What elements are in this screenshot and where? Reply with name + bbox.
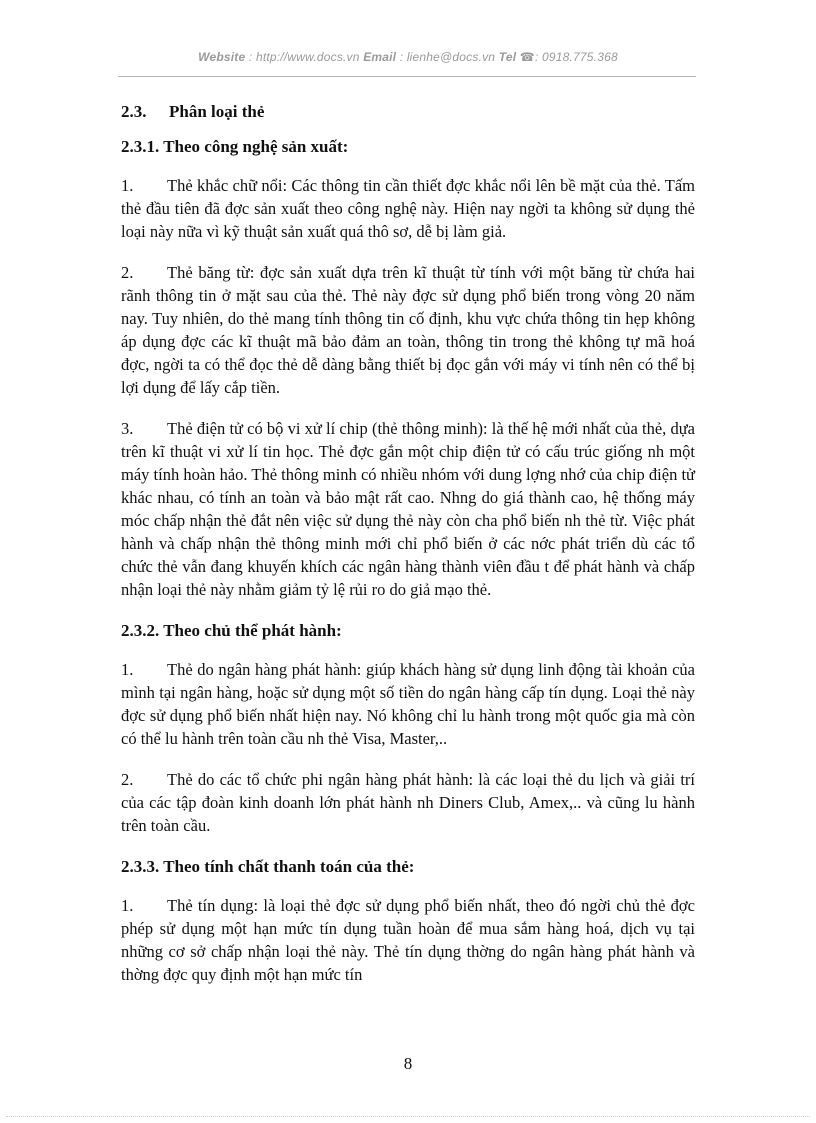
phone-icon: ☎: [519, 50, 535, 64]
list-item: [121, 658, 695, 750]
item-number: 1.: [121, 660, 134, 679]
item-text: Thẻ khắc chữ nổi: Các thông tin cần thiết đợc khắc nổi lên bề mặt của thẻ. Tấm thẻ đầu tiên đã đợc sản xuất theo công nghệ này. Hiện nay ngời ta không sử dụng thẻ loại này nữa vì kỹ thuật sản xuất quá thô sơ, dễ bị làm giả.: [121, 176, 695, 241]
item-text: Thẻ do ngân hàng phát hành: giúp khách hàng sử dụng linh động tài khoản của mình tại ngân hàng, hoặc sử dụng một số tiền do ngân hàng cấp tín dụng. Loại thẻ này đợc sử dụng phổ biến nhất hiện nay. Nó không chỉ lu hành trong một quốc gia mà còn có thể lu hành trên toàn cầu nh thẻ Visa, Master,..: [121, 660, 695, 748]
section-heading: [121, 100, 695, 123]
item-number: 1.: [121, 176, 134, 195]
subsection-heading-2: 2.3.2. Theo chủ thể phát hành:: [121, 621, 342, 640]
website-label: Website: [198, 50, 246, 64]
subsection-heading-1: 2.3.1. Theo công nghệ sản xuất:: [121, 137, 349, 156]
email-value[interactable]: : lienhe@docs.vn: [399, 50, 496, 64]
subsection-heading-3: 2.3.3. Theo tính chất thanh toán của thẻ:: [121, 857, 415, 876]
footer-divider: [6, 1116, 810, 1117]
item-text: Thẻ tín dụng: là loại thẻ đợc sử dụng phổ biến nhất, theo đó ngời chủ thẻ đợc phép sử dụng một hạn mức tín dụng tuần hoàn để mua sắm hàng hoá, dịch vụ tại những cơ sở chấp nhận loại thẻ này. Thẻ tín dụng thờng do ngân hàng phát hành và thờng đợc quy định một hạn mức tín: [121, 896, 695, 984]
tel-label: Tel: [498, 50, 517, 64]
item-number: 2.: [121, 770, 134, 789]
item-text: Thẻ điện tử có bộ vi xử lí chip (thẻ thông minh): là thế hệ mới nhất của thẻ, dựa trên kĩ thuật vi xử lí tin học. Thẻ đợc gắn một chip điện tử có cấu trúc giống nh một máy tính hoàn hảo. Thẻ thông minh có nhiều nhóm với dung lợng nhớ của chip điện tử khác nhau, có tính an toàn và bảo mật rất cao. Nhng do giá thành cao, hệ thống máy móc chấp nhận thẻ đắt nên việc sử dụng thẻ này còn cha phổ biến nh thẻ từ. Việc phát hành và chấp nhận thẻ thông minh mới chỉ phổ biến ở các nớc phát triển dù các tổ chức thẻ vẫn đang khuyến khích các ngân hàng thành viên đầu t để phát hành và chấp nhận loại thẻ này nhằm giảm tỷ lệ rủi ro do giả mạo thẻ.: [121, 419, 695, 599]
list-item: [121, 417, 695, 601]
header-divider: [118, 76, 696, 77]
website-value[interactable]: : http://www.docs.vn: [248, 50, 360, 64]
list-item: [121, 174, 695, 243]
list-item: [121, 768, 695, 837]
item-number: 2.: [121, 263, 134, 282]
page-number: 8: [403, 1054, 413, 1073]
item-text: Thẻ băng từ: đợc sản xuất dựa trên kĩ thuật từ tính với một băng từ chứa hai rãnh thông tin ở mặt sau của thẻ. Thẻ này đợc sử dụng phổ biến trong vòng 20 năm nay. Tuy nhiên, do thẻ mang tính thông tin cố định, khu vực chứa thông tin hẹp không áp dụng đợc các kĩ thuật mã bảo đảm an toàn, thông tin trong thẻ không tự mã hoá đợc, ngời ta có thể đọc thẻ dễ dàng bằng thiết bị đọc gắn với máy vi tính nên có thể bị lợi dụng để lấy cắp tiền.: [121, 263, 695, 397]
email-label: Email: [363, 50, 397, 64]
section-number: 2.3.: [121, 102, 147, 121]
page-header: [0, 50, 816, 64]
item-number: 1.: [121, 896, 134, 915]
list-item: [121, 894, 695, 986]
item-number: 3.: [121, 419, 134, 438]
list-item: [121, 261, 695, 399]
tel-value: : 0918.775.368: [534, 50, 618, 64]
section-title: Phân loại thẻ: [169, 102, 265, 121]
document-body: [121, 100, 695, 1004]
item-text: Thẻ do các tổ chức phi ngân hàng phát hành: là các loại thẻ du lịch và giải trí của các tập đoàn kinh doanh lớn phát hành nh Diners Club, Amex,.. và cũng lu hành trên toàn cầu.: [121, 770, 695, 835]
